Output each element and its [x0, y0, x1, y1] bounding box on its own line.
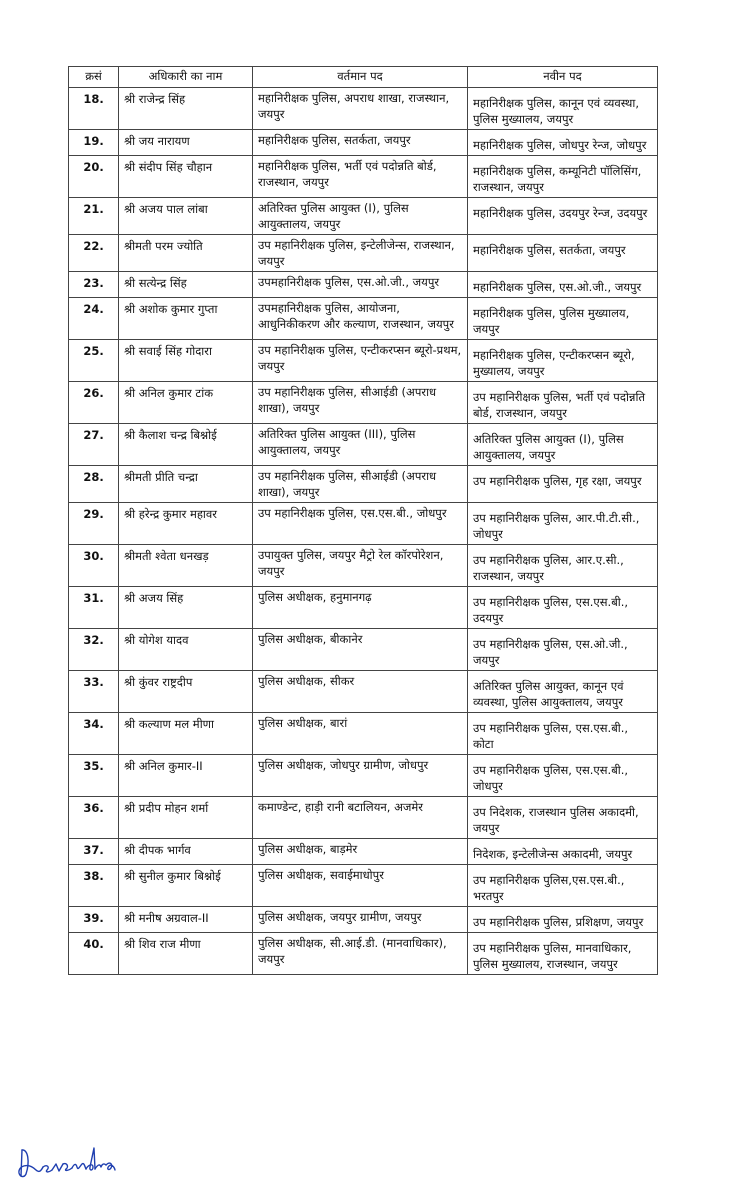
current-post-cell: पुलिस अधीक्षक, सी.आई.डी. (मानवाधिकार), जयपुर: [253, 933, 468, 975]
current-post-cell: उप महानिरीक्षक पुलिस, सीआईडी (अपराध शाखा), जयपुर: [253, 382, 468, 424]
header-new-post: नवीन पद: [468, 67, 658, 88]
serial-number-cell: 36.: [69, 797, 119, 839]
new-post-cell: उप महानिरीक्षक पुलिस, भर्ती एवं पदोन्नति बोर्ड, राजस्थान, जयपुर: [468, 382, 658, 424]
serial-number-cell: 29.: [69, 503, 119, 545]
table-row: [69, 382, 658, 424]
new-post-cell: निदेशक, इन्टेलीजेन्स अकादमी, जयपुर: [468, 839, 658, 865]
new-post-cell: महानिरीक्षक पुलिस, एस.ओ.जी., जयपुर: [468, 272, 658, 298]
new-post-cell: उप महानिरीक्षक पुलिस, एस.ओ.जी., जयपुर: [468, 629, 658, 671]
table-row: [69, 839, 658, 865]
new-post-cell: अतिरिक्त पुलिस आयुक्त, कानून एवं व्यवस्था, पुलिस आयुक्तालय, जयपुर: [468, 671, 658, 713]
serial-number-cell: 18.: [69, 88, 119, 130]
signature: [14, 1140, 124, 1185]
table-row: [69, 797, 658, 839]
officer-name-cell: श्री अनिल कुमार टांक: [119, 382, 253, 424]
table-row: [69, 235, 658, 272]
officer-name-cell: श्री संदीप सिंह चौहान: [119, 156, 253, 198]
current-post-cell: उपायुक्त पुलिस, जयपुर मैट्रो रेल कॉरपोरेशन, जयपुर: [253, 545, 468, 587]
table-row: [69, 865, 658, 907]
officer-name-cell: श्री कुंवर राष्ट्रदीप: [119, 671, 253, 713]
officer-name-cell: श्री कैलाश चन्द्र बिश्नोई: [119, 424, 253, 466]
table-row: [69, 629, 658, 671]
officer-name-cell: श्री मनीष अग्रवाल-II: [119, 907, 253, 933]
current-post-cell: उप महानिरीक्षक पुलिस, सीआईडी (अपराध शाखा), जयपुर: [253, 466, 468, 503]
serial-number-cell: 21.: [69, 198, 119, 235]
officer-name-cell: श्री दीपक भार्गव: [119, 839, 253, 865]
serial-number-cell: 27.: [69, 424, 119, 466]
new-post-cell: महानिरीक्षक पुलिस, उदयपुर रेन्ज, उदयपुर: [468, 198, 658, 235]
current-post-cell: पुलिस अधीक्षक, बीकानेर: [253, 629, 468, 671]
officer-name-cell: श्री कल्याण मल मीणा: [119, 713, 253, 755]
officer-name-cell: श्री जय नारायण: [119, 130, 253, 156]
new-post-cell: महानिरीक्षक पुलिस, कानून एवं व्यवस्था, पुलिस मुख्यालय, जयपुर: [468, 88, 658, 130]
serial-number-cell: 38.: [69, 865, 119, 907]
table-header-row: [69, 67, 658, 88]
current-post-cell: पुलिस अधीक्षक, सीकर: [253, 671, 468, 713]
new-post-cell: उप महानिरीक्षक पुलिस, आर.पी.टी.सी., जोधपुर: [468, 503, 658, 545]
serial-number-cell: 35.: [69, 755, 119, 797]
current-post-cell: महानिरीक्षक पुलिस, सतर्कता, जयपुर: [253, 130, 468, 156]
serial-number-cell: 39.: [69, 907, 119, 933]
table-row: [69, 272, 658, 298]
officer-name-cell: श्री शिव राज मीणा: [119, 933, 253, 975]
current-post-cell: अतिरिक्त पुलिस आयुक्त (III), पुलिस आयुक्तालय, जयपुर: [253, 424, 468, 466]
current-post-cell: उपमहानिरीक्षक पुलिस, एस.ओ.जी., जयपुर: [253, 272, 468, 298]
officer-name-cell: श्री सुनील कुमार बिश्नोई: [119, 865, 253, 907]
current-post-cell: महानिरीक्षक पुलिस, अपराध शाखा, राजस्थान, जयपुर: [253, 88, 468, 130]
officer-name-cell: श्री राजेन्द्र सिंह: [119, 88, 253, 130]
current-post-cell: अतिरिक्त पुलिस आयुक्त (I), पुलिस आयुक्तालय, जयपुर: [253, 198, 468, 235]
current-post-cell: पुलिस अधीक्षक, बारां: [253, 713, 468, 755]
officer-name-cell: श्रीमती प्रीति चन्द्रा: [119, 466, 253, 503]
new-post-cell: उप निदेशक, राजस्थान पुलिस अकादमी, जयपुर: [468, 797, 658, 839]
table-row: [69, 88, 658, 130]
new-post-cell: उप महानिरीक्षक पुलिस, मानवाधिकार, पुलिस मुख्यालय, राजस्थान, जयपुर: [468, 933, 658, 975]
header-current-post: वर्तमान पद: [253, 67, 468, 88]
current-post-cell: पुलिस अधीक्षक, हनुमानगढ़: [253, 587, 468, 629]
serial-number-cell: 40.: [69, 933, 119, 975]
serial-number-cell: 30.: [69, 545, 119, 587]
table-row: [69, 713, 658, 755]
header-serial: क्रसं: [69, 67, 119, 88]
new-post-cell: उप महानिरीक्षक पुलिस,एस.एस.बी., भरतपुर: [468, 865, 658, 907]
officer-name-cell: श्री सत्येन्द्र सिंह: [119, 272, 253, 298]
current-post-cell: पुलिस अधीक्षक, जोधपुर ग्रामीण, जोधपुर: [253, 755, 468, 797]
new-post-cell: महानिरीक्षक पुलिस, जोधपुर रेन्ज, जोधपुर: [468, 130, 658, 156]
officer-name-cell: श्रीमती श्वेता धनखड़: [119, 545, 253, 587]
table-row: [69, 156, 658, 198]
new-post-cell: महानिरीक्षक पुलिस, कम्यूनिटी पॉलिसिंग, राजस्थान, जयपुर: [468, 156, 658, 198]
serial-number-cell: 32.: [69, 629, 119, 671]
new-post-cell: उप महानिरीक्षक पुलिस, आर.ए.सी., राजस्थान, जयपुर: [468, 545, 658, 587]
transfer-table: [68, 66, 658, 975]
table-row: [69, 130, 658, 156]
table-row: [69, 545, 658, 587]
officer-name-cell: श्री अजय पाल लांबा: [119, 198, 253, 235]
officer-name-cell: श्रीमती परम ज्योति: [119, 235, 253, 272]
serial-number-cell: 22.: [69, 235, 119, 272]
new-post-cell: उप महानिरीक्षक पुलिस, एस.एस.बी., जोधपुर: [468, 755, 658, 797]
serial-number-cell: 33.: [69, 671, 119, 713]
current-post-cell: पुलिस अधीक्षक, जयपुर ग्रामीण, जयपुर: [253, 907, 468, 933]
current-post-cell: कमाण्डेन्ट, हाड़ी रानी बटालियन, अजमेर: [253, 797, 468, 839]
table-row: [69, 466, 658, 503]
officer-name-cell: श्री अनिल कुमार-II: [119, 755, 253, 797]
officer-name-cell: श्री प्रदीप मोहन शर्मा: [119, 797, 253, 839]
serial-number-cell: 23.: [69, 272, 119, 298]
officer-name-cell: श्री हरेन्द्र कुमार महावर: [119, 503, 253, 545]
new-post-cell: अतिरिक्त पुलिस आयुक्त (I), पुलिस आयुक्तालय, जयपुर: [468, 424, 658, 466]
serial-number-cell: 20.: [69, 156, 119, 198]
table-row: [69, 503, 658, 545]
serial-number-cell: 26.: [69, 382, 119, 424]
table-row: [69, 298, 658, 340]
new-post-cell: उप महानिरीक्षक पुलिस, गृह रक्षा, जयपुर: [468, 466, 658, 503]
table-row: [69, 671, 658, 713]
serial-number-cell: 34.: [69, 713, 119, 755]
new-post-cell: महानिरीक्षक पुलिस, पुलिस मुख्यालय, जयपुर: [468, 298, 658, 340]
table-row: [69, 198, 658, 235]
new-post-cell: उप महानिरीक्षक पुलिस, प्रशिक्षण, जयपुर: [468, 907, 658, 933]
new-post-cell: महानिरीक्षक पुलिस, एन्टीकरप्सन ब्यूरो, मुख्यालय, जयपुर: [468, 340, 658, 382]
serial-number-cell: 24.: [69, 298, 119, 340]
table-body: [69, 88, 658, 975]
officer-name-cell: श्री सवाई सिंह गोदारा: [119, 340, 253, 382]
table-row: [69, 755, 658, 797]
serial-number-cell: 37.: [69, 839, 119, 865]
table-row: [69, 933, 658, 975]
current-post-cell: उप महानिरीक्षक पुलिस, इन्टेलीजेन्स, राजस्थान, जयपुर: [253, 235, 468, 272]
header-officer-name: अधिकारी का नाम: [119, 67, 253, 88]
current-post-cell: उप महानिरीक्षक पुलिस, एस.एस.बी., जोधपुर: [253, 503, 468, 545]
serial-number-cell: 25.: [69, 340, 119, 382]
new-post-cell: महानिरीक्षक पुलिस, सतर्कता, जयपुर: [468, 235, 658, 272]
table-row: [69, 340, 658, 382]
serial-number-cell: 31.: [69, 587, 119, 629]
table-row: [69, 587, 658, 629]
officer-name-cell: श्री योगेश यादव: [119, 629, 253, 671]
officer-name-cell: श्री अशोक कुमार गुप्ता: [119, 298, 253, 340]
new-post-cell: उप महानिरीक्षक पुलिस, एस.एस.बी., कोटा: [468, 713, 658, 755]
current-post-cell: पुलिस अधीक्षक, बाड़मेर: [253, 839, 468, 865]
serial-number-cell: 28.: [69, 466, 119, 503]
current-post-cell: उपमहानिरीक्षक पुलिस, आयोजना, आधुनिकीकरण और कल्याण, राजस्थान, जयपुर: [253, 298, 468, 340]
current-post-cell: महानिरीक्षक पुलिस, भर्ती एवं पदोन्नति बोर्ड, राजस्थान, जयपुर: [253, 156, 468, 198]
new-post-cell: उप महानिरीक्षक पुलिस, एस.एस.बी., उदयपुर: [468, 587, 658, 629]
officer-name-cell: श्री अजय सिंह: [119, 587, 253, 629]
current-post-cell: उप महानिरीक्षक पुलिस, एन्टीकरप्सन ब्यूरो-प्रथम, जयपुर: [253, 340, 468, 382]
current-post-cell: पुलिस अधीक्षक, सवाईमाधोपुर: [253, 865, 468, 907]
serial-number-cell: 19.: [69, 130, 119, 156]
table-row: [69, 907, 658, 933]
table-row: [69, 424, 658, 466]
